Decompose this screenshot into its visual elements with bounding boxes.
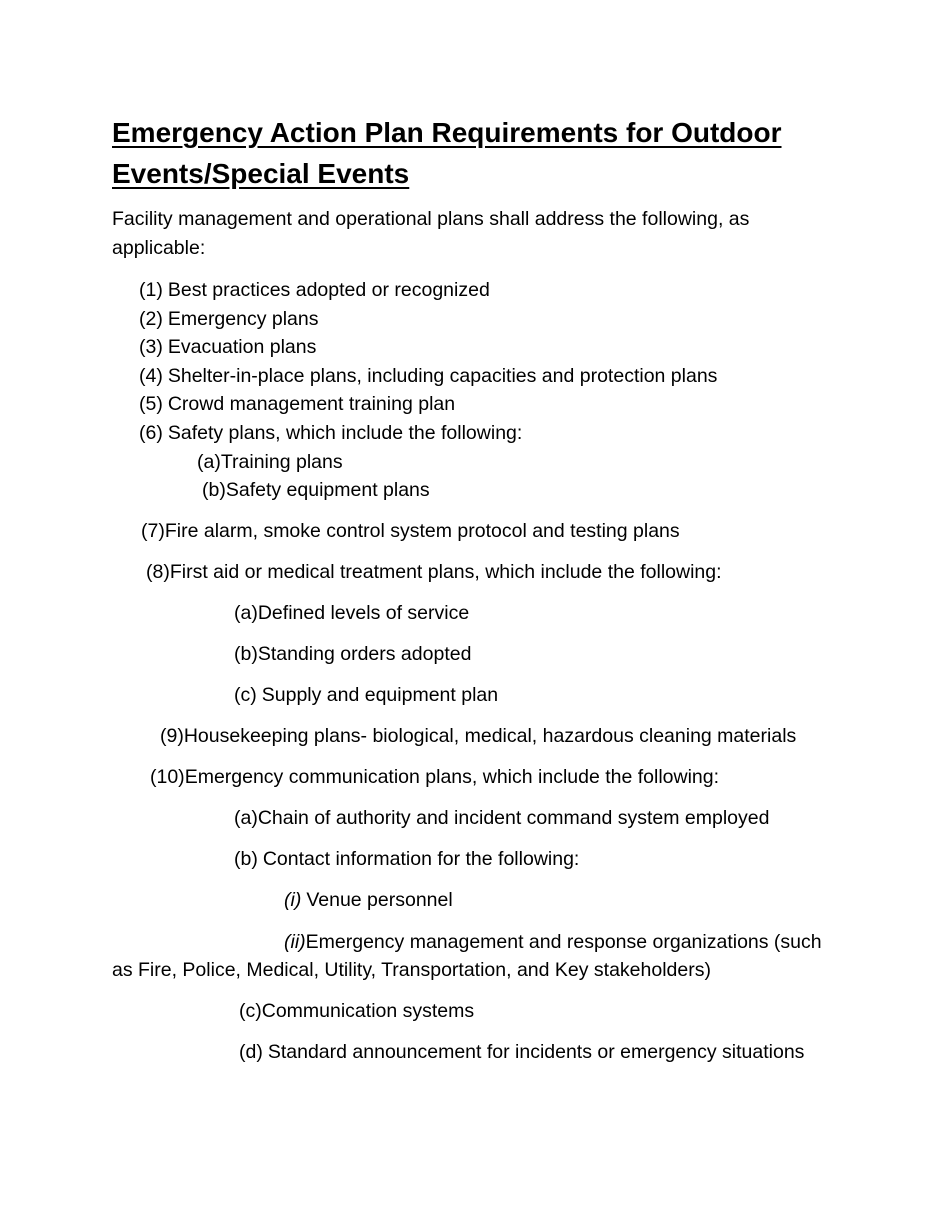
item-text: Fire alarm, smoke control system protocol and testing plans [164, 520, 680, 542]
sub-item-10d [239, 1039, 804, 1065]
sub-item-10b [234, 846, 579, 872]
list-item-3 [139, 334, 316, 360]
sub-item-8c [234, 682, 498, 708]
list-item-7 [141, 518, 680, 544]
item-text: Emergency communication plans, which include the following: [184, 766, 720, 788]
list-item-6 [139, 420, 522, 446]
list-item-8 [146, 559, 722, 585]
item-text: Evacuation plans [167, 336, 317, 358]
item-number: (a) [234, 807, 258, 829]
item-number: (7) [141, 520, 165, 542]
item-number: (c) [239, 1000, 262, 1022]
item-text: Emergency management and response organizations (such [305, 931, 822, 953]
sub-item-6a [197, 449, 343, 475]
sub-item-8a [234, 600, 469, 626]
item-number: (8) [146, 561, 170, 583]
list-item-9 [160, 723, 796, 749]
item-text: Communication systems [261, 1000, 475, 1022]
item-number: (i) [284, 889, 302, 911]
item-number: (d) [239, 1041, 263, 1063]
item-number: (4) [139, 365, 163, 387]
item-number: (b) [234, 643, 258, 665]
item-text: Defined levels of service [257, 602, 470, 624]
item-text: Standing orders adopted [257, 643, 472, 665]
item-number: (ii) [284, 931, 306, 953]
item-text: Best practices adopted or recognized [167, 279, 490, 301]
list-item-5 [139, 391, 455, 417]
item-text: Crowd management training plan [167, 393, 456, 415]
item-number: (a) [234, 602, 258, 624]
list-item-2 [139, 306, 319, 332]
item-text: First aid or medical treatment plans, which include the following: [169, 561, 722, 583]
intro-paragraph: Facility management and operational plans shall address the following, as applicable: [112, 208, 750, 259]
item-text: Housekeeping plans- biological, medical, hazardous cleaning materials [183, 725, 797, 747]
document-title: Emergency Action Plan Requirements for Outdoor Events/Special Events [112, 117, 782, 189]
list-item-10 [150, 764, 719, 790]
list-item-4 [139, 363, 717, 389]
sub-item-6b [202, 477, 430, 503]
item-number: (10) [150, 766, 185, 788]
sub-item-10c [239, 998, 474, 1024]
sub-item-8b [234, 641, 471, 667]
item-number: (b) [202, 479, 226, 501]
sub-sub-item-10b-ii [284, 929, 822, 955]
item-number: (a) [197, 451, 221, 473]
item-number: (c) [234, 684, 257, 706]
item-number: (5) [139, 393, 163, 415]
item-text: Chain of authority and incident command system employed [257, 807, 770, 829]
item-number: (1) [139, 279, 163, 301]
item-text: Supply and equipment plan [261, 684, 499, 706]
item-text: Venue personnel [306, 889, 453, 911]
item-text: Training plans [220, 451, 343, 473]
item-number: (9) [160, 725, 184, 747]
item-number: (6) [139, 422, 163, 444]
item-number: (b) [234, 848, 258, 870]
sub-sub-item-10b-ii-continuation: as Fire, Police, Medical, Utility, Transportation, and Key stakeholders) [112, 959, 711, 981]
item-text: Safety equipment plans [225, 479, 430, 501]
item-text: Standard announcement for incidents or emergency situations [267, 1041, 805, 1063]
item-text: Safety plans, which include the following: [167, 422, 523, 444]
sub-sub-item-10b-i [284, 887, 453, 913]
item-text: Emergency plans [167, 308, 319, 330]
list-item-1 [139, 277, 490, 303]
item-text: Shelter-in-place plans, including capacities and protection plans [167, 365, 718, 387]
item-number: (2) [139, 308, 163, 330]
item-text: Contact information for the following: [262, 848, 580, 870]
sub-item-10a [234, 805, 769, 831]
item-number: (3) [139, 336, 163, 358]
